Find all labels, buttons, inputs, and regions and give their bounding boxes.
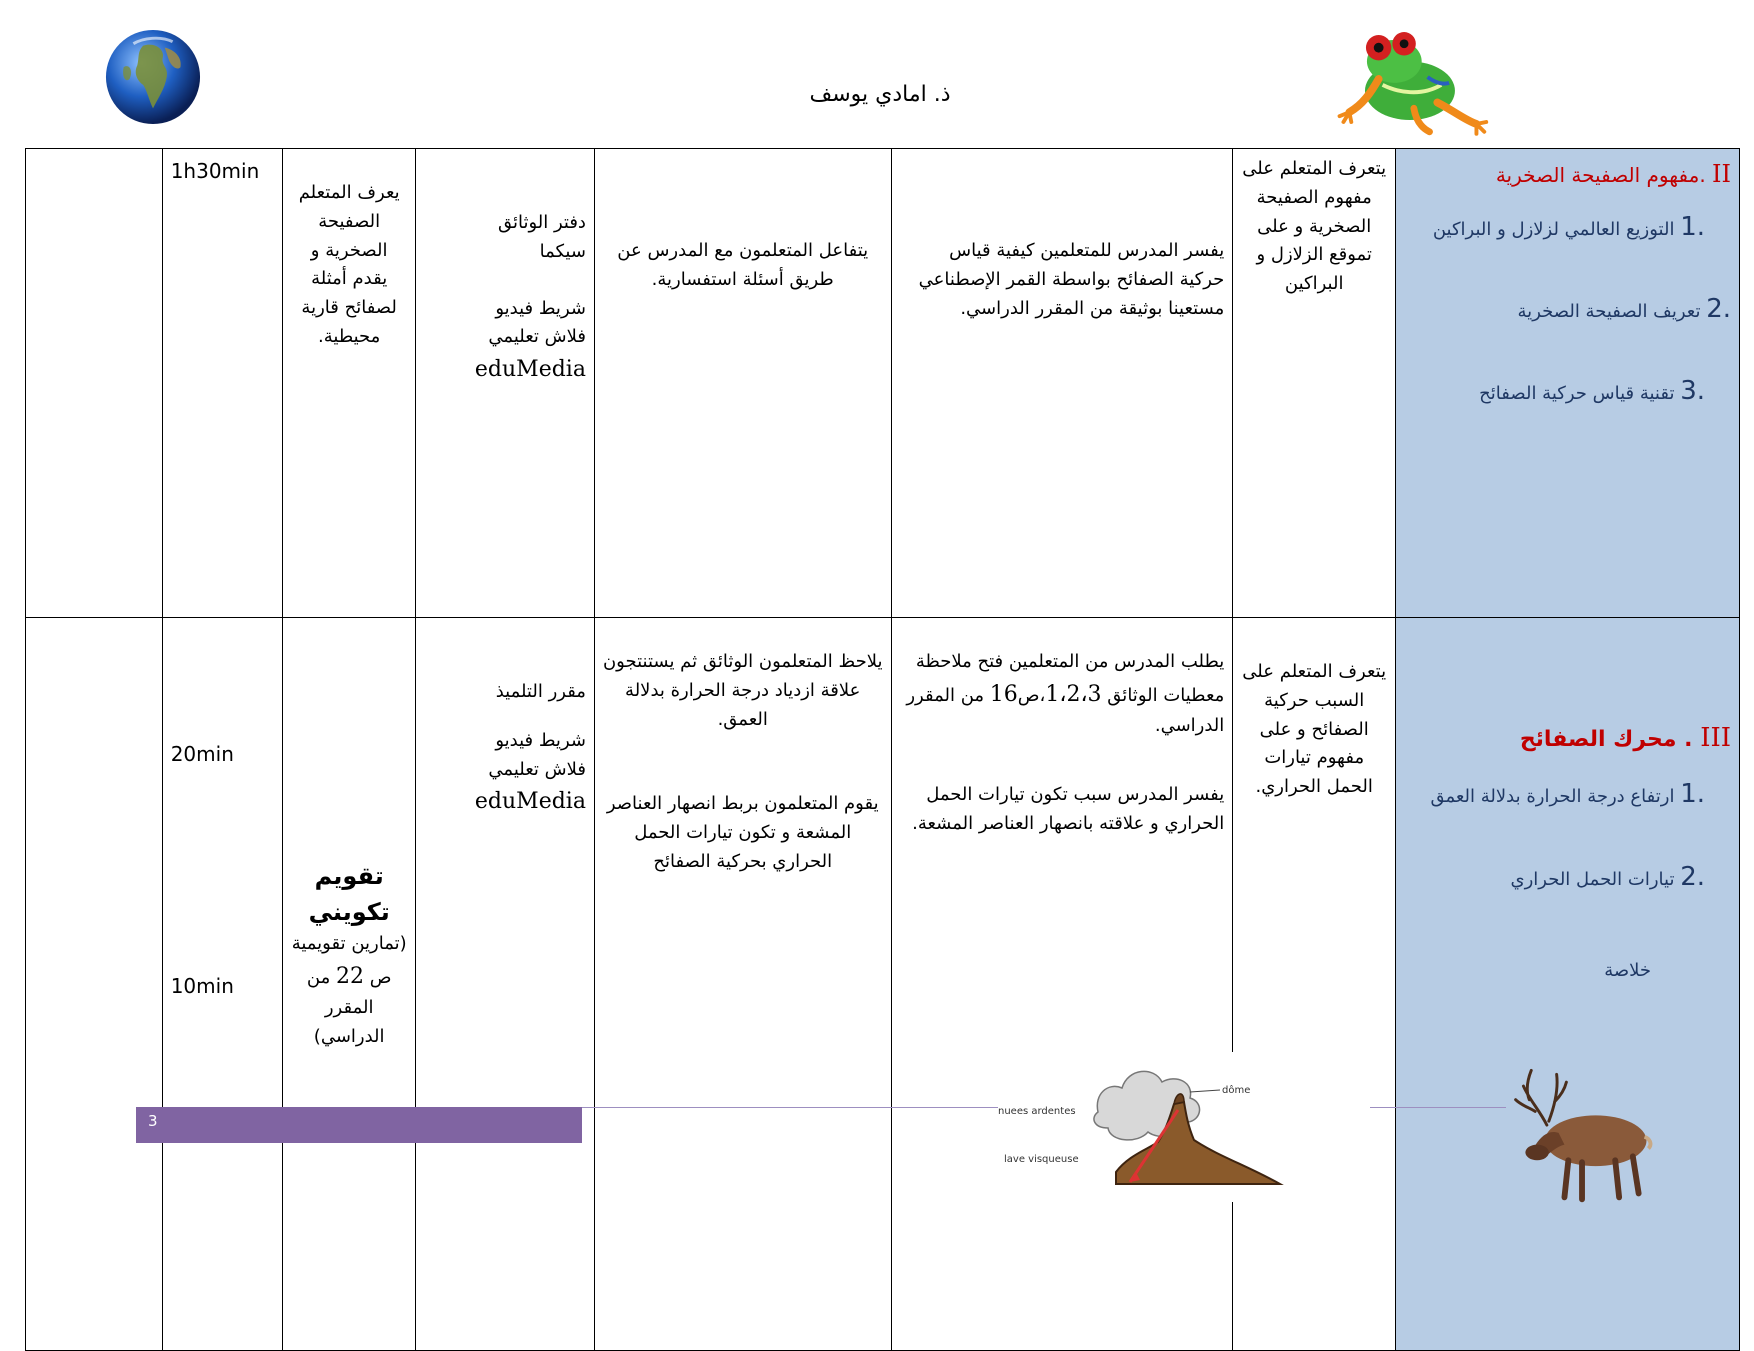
list-item bbox=[1404, 207, 1731, 249]
evaluation-note bbox=[291, 930, 407, 1052]
objective-cell bbox=[1233, 149, 1396, 618]
evaluation-note-text: (تمارين تقويمية ص bbox=[291, 933, 407, 988]
empty-cell bbox=[26, 149, 163, 618]
time-cell bbox=[162, 149, 283, 618]
topic-cell bbox=[1396, 149, 1740, 618]
teacher-activity-text: يفسر المدرس للمتعلمين كيفية قياس حركية الصفائح بواسطة القمر الإصطناعي مستعينا بوثيقة من المقرر الدراسي. bbox=[918, 240, 1225, 319]
deer-image bbox=[1500, 1050, 1666, 1208]
resource-line: سيكما bbox=[539, 240, 586, 262]
list-item bbox=[1404, 857, 1731, 899]
section-title: .مفهوم الصفيحة الصخرية bbox=[1495, 163, 1706, 187]
evaluation-note-text: من المقرر الدراسي) bbox=[306, 966, 385, 1047]
teacher-text: ،ص bbox=[1017, 684, 1046, 706]
list-item bbox=[1404, 371, 1731, 413]
conclusion-label: خلاصة bbox=[1604, 959, 1651, 981]
evaluation-text: يعرف المتعلم الصفيحة الصخرية و يقدم أمثلة لصفائح قارية محيطية. bbox=[298, 182, 400, 347]
resource-line: شريط فيديو bbox=[495, 297, 586, 319]
section-title: . محرك الصفائح bbox=[1519, 727, 1693, 752]
time-label: 1h30min bbox=[170, 159, 260, 183]
list-item bbox=[1404, 289, 1731, 331]
teacher-text: يطلب المدرس من المتعلمين فتح ملاحظة معطيات الوثائق bbox=[915, 651, 1225, 706]
teacher-activity-text: يفسر المدرس سبب تكون تيارات الحمل الحراري و علاقته بانصهار العناصر المشعة. bbox=[912, 783, 1225, 834]
resource-line: eduMedia bbox=[474, 357, 586, 383]
learner-activity-text: يقوم المتعلمون بربط انصهار العناصر المشعة و تكون تيارات الحمل الحراري بحركية الصفائح bbox=[606, 793, 879, 872]
teacher-activity-text bbox=[900, 648, 1225, 741]
resources-cell bbox=[416, 149, 595, 618]
learner-activity-text: يلاحظ المتعلمون الوثائق ثم يستنتجون علاقة ازدياد درجة الحرارة بدلالة العمق. bbox=[602, 651, 883, 730]
globe-image bbox=[104, 28, 202, 126]
volcano-label-lave: lave visqueuse bbox=[1004, 1154, 1079, 1165]
item-text: تيارات الحمل الحراري bbox=[1510, 869, 1675, 891]
list-item bbox=[1404, 774, 1731, 816]
author-name: ذ. امادي يوسف bbox=[809, 82, 951, 107]
item-number: 1. bbox=[1680, 778, 1705, 809]
page-reference: 16 bbox=[989, 681, 1018, 707]
item-number: 3. bbox=[1680, 375, 1705, 406]
item-text: تقنية قياس حركية الصفائح bbox=[1479, 382, 1675, 404]
resource-line: eduMedia bbox=[474, 789, 586, 815]
time-label: 10min bbox=[170, 974, 234, 998]
page-number-bar bbox=[136, 1107, 582, 1143]
section-heading bbox=[1404, 718, 1731, 760]
objective-text: يتعرف المتعلم على مفهوم الصفيحة الصخرية و على تموقع الزلازل و البراكين bbox=[1242, 158, 1387, 295]
page-reference: 22 bbox=[335, 963, 364, 989]
resource-line: فلاش تعليمي bbox=[488, 326, 586, 348]
page-number: 3 bbox=[148, 1112, 158, 1130]
section-heading bbox=[1404, 155, 1731, 193]
teacher-activity-cell bbox=[891, 149, 1233, 618]
item-number: 2. bbox=[1706, 293, 1731, 324]
time-label: 20min bbox=[170, 742, 234, 766]
frog-image bbox=[1320, 14, 1496, 142]
item-text: تعريف الصفيحة الصخرية bbox=[1517, 300, 1701, 322]
evaluation-cell bbox=[283, 149, 416, 618]
item-text: التوزيع العالمي لزلازل و البراكين bbox=[1432, 219, 1675, 241]
document-numbers: 1،2،3 bbox=[1045, 681, 1102, 707]
learner-activity-text: يتفاعل المتعلمون مع المدرس عن طريق أسئلة استفسارية. bbox=[617, 240, 869, 290]
item-number: 1. bbox=[1680, 212, 1705, 243]
volcano-diagram-image bbox=[998, 1052, 1370, 1202]
learner-activity-cell bbox=[594, 149, 891, 618]
evaluation-title: تقويم تكويني bbox=[308, 862, 390, 926]
resource-line: دفتر الوثائق bbox=[497, 212, 586, 233]
lesson-table bbox=[25, 148, 1740, 1351]
resource-line: فلاش تعليمي bbox=[488, 758, 586, 780]
item-number: 2. bbox=[1680, 862, 1705, 893]
objective-text: يتعرف المتعلم على السبب حركية الصفائح و على مفهوم تيارات الحمل الحراري. bbox=[1242, 661, 1387, 798]
section-number: III bbox=[1700, 723, 1731, 753]
resource-line: مقرر التلميذ bbox=[495, 681, 586, 702]
item-text: ارتفاع درجة الحرارة بدلالة العمق bbox=[1430, 785, 1675, 807]
table-row bbox=[26, 149, 1740, 618]
volcano-label-dome: dôme bbox=[1222, 1085, 1251, 1096]
section-number: II bbox=[1712, 160, 1731, 188]
volcano-label-nuees: nuees ardentes bbox=[998, 1106, 1076, 1117]
resource-line: شريط فيديو bbox=[495, 729, 586, 751]
teacher-text: من المقرر الدراسي. bbox=[906, 684, 1225, 736]
